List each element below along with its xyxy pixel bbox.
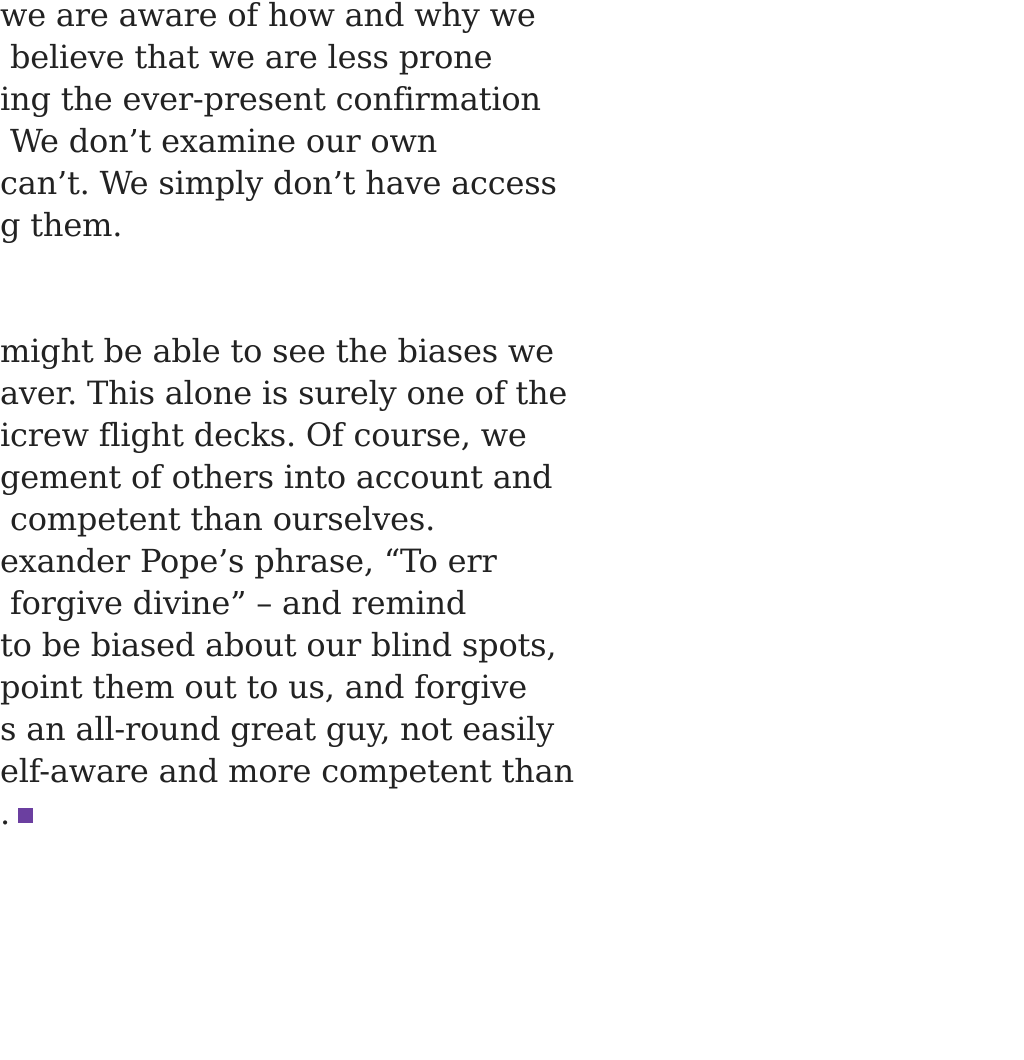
paragraph-2-line-11: elf-aware and more competent than [0,752,574,790]
paragraph-2-line-2: aver. This alone is surely one of the [0,374,568,412]
paragraph-2-line-9: point them out to us, and forgive [0,668,528,706]
end-of-article-square-icon [18,808,33,823]
paragraph-2-final-period: . [0,794,10,832]
paragraph-2-line-10: s an all-round great guy, not easily [0,710,555,748]
paragraph-2-line-5: competent than ourselves. [0,500,436,538]
paragraph-1-line-6: g them. [0,206,123,244]
paragraph-1-line-5: can’t. We simply don’t have access [0,164,557,202]
paragraph-2-line-4: gement of others into account and [0,458,553,496]
paragraph-2-line-8: to be biased about our blind spots, [0,626,557,664]
paragraph-1-line-3: ing the ever-present confirmation [0,80,541,118]
paragraph-1-line-1: we are aware of how and why we [0,0,536,34]
paragraph-1-line-4: We don’t examine our own [0,122,438,160]
paragraph-2-line-3: icrew flight decks. Of course, we [0,416,527,454]
paragraph-2-line-6: exander Pope’s phrase, “To err [0,542,497,580]
paragraph-2-line-1: might be able to see the biases we [0,332,554,370]
paragraph-2-line-12 [0,792,33,834]
paragraph-2-line-7: forgive divine” – and remind [0,584,467,622]
paragraph-1-line-2: believe that we are less prone [0,38,493,76]
